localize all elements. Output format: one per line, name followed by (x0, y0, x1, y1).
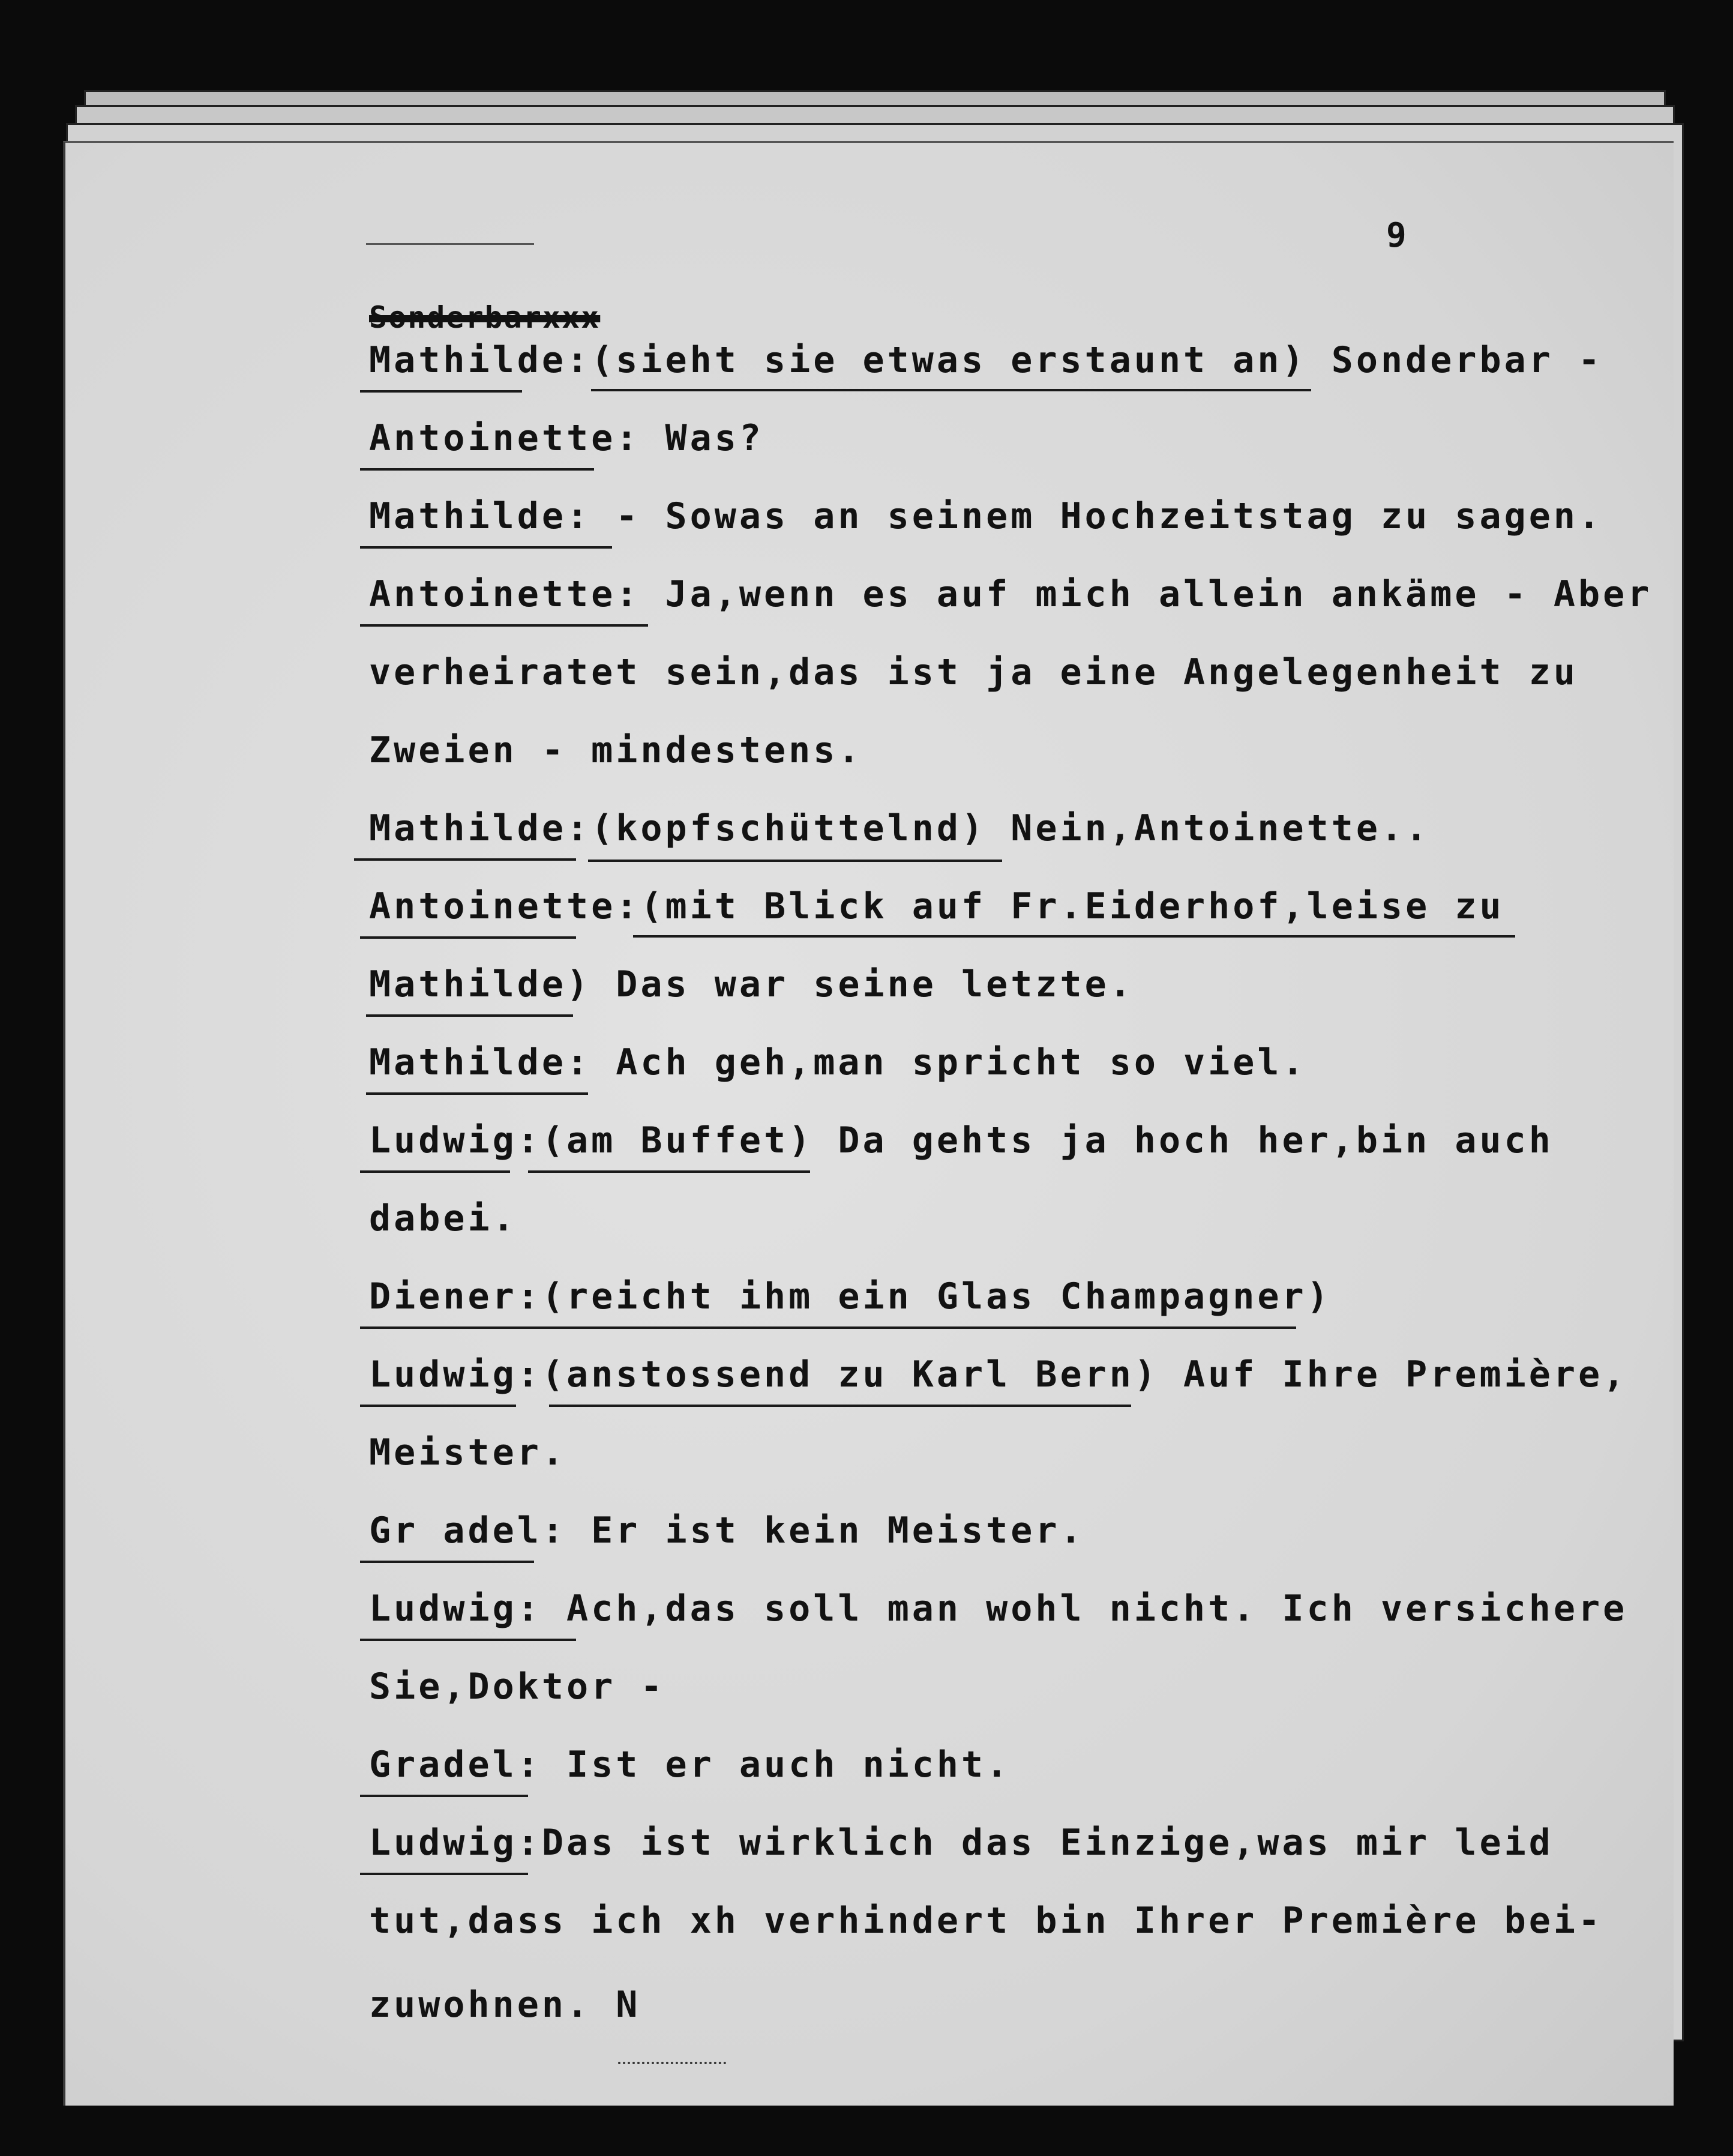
script-line: verheiratet sein,das ist ja eine Angelegenheit zu (369, 651, 1579, 693)
pencil-underline (366, 1092, 588, 1095)
script-line: Mathilde: Ach geh,man spricht so viel. (369, 1041, 1307, 1083)
script-line: Antoinette: Ja,wenn es auf mich allein ankäme - Aber (369, 573, 1653, 615)
pencil-underline (360, 1873, 528, 1875)
pencil-underline (360, 1405, 516, 1407)
script-line: Ludwig:Das ist wirklich das Einzige,was mir leid (369, 1822, 1554, 1864)
pencil-underline (360, 1561, 534, 1563)
page-number: 9 (1386, 216, 1407, 255)
pencil-mark (366, 243, 534, 245)
pencil-underline (591, 389, 1311, 391)
pencil-underline (549, 1405, 1131, 1407)
pencil-underline (588, 860, 1002, 862)
struck-heading: Sonderbarxxx (369, 300, 601, 335)
script-line: tut,dass ich xh verhindert bin Ihrer Première bei- (369, 1900, 1603, 1942)
script-line: Meister. (369, 1432, 566, 1474)
script-line: dabei. (369, 1197, 517, 1239)
script-line: Sie,Doktor - (369, 1666, 665, 1708)
pencil-underline (360, 936, 576, 939)
pencil-underline (360, 1326, 1296, 1329)
script-line: Diener:(reicht ihm ein Glas Champagner) (369, 1275, 1332, 1317)
script-line: Antoinette:(mit Blick auf Fr.Eiderhof,leise zu (369, 885, 1504, 927)
script-line: Gradel: Ist er auch nicht. (369, 1744, 1011, 1786)
pencil-underline (360, 468, 594, 471)
script-line: Mathilde) Das war seine letzte. (369, 963, 1134, 1005)
script-line: Antoinette: Was? (369, 417, 764, 459)
script-line: Gr adel: Er ist kein Meister. (369, 1510, 1085, 1552)
script-line: Ludwig:(anstossend zu Karl Bern) Auf Ihre Première, (369, 1354, 1628, 1396)
script-line: zuwohnen. N (369, 1984, 641, 2026)
pencil-underline (528, 1170, 810, 1173)
script-line: Mathilde:(kopfschüttelnd) Nein,Antoinette.. (369, 807, 1431, 849)
pencil-underline (360, 624, 648, 627)
pencil-underline (633, 935, 1515, 938)
pencil-underline (360, 546, 612, 549)
script-line: Ludwig:(am Buffet) Da gehts ja hoch her,bin auch (369, 1119, 1554, 1161)
pencil-mark (618, 2062, 726, 2074)
script-line: Mathilde: - Sowas an seinem Hochzeitstag zu sagen. (369, 495, 1603, 537)
pencil-underline (366, 1014, 573, 1017)
pencil-underline (360, 1795, 528, 1797)
script-line: Mathilde:(sieht sie etwas erstaunt an) Sonderbar - (369, 339, 1603, 381)
pencil-underline (354, 858, 576, 861)
script-line: Ludwig: Ach,das soll man wohl nicht. Ich versichere (369, 1588, 1628, 1630)
pencil-underline (360, 1170, 510, 1173)
pencil-underline (360, 1639, 576, 1641)
pencil-underline (360, 390, 522, 393)
script-line: Zweien - mindestens. (369, 729, 863, 771)
